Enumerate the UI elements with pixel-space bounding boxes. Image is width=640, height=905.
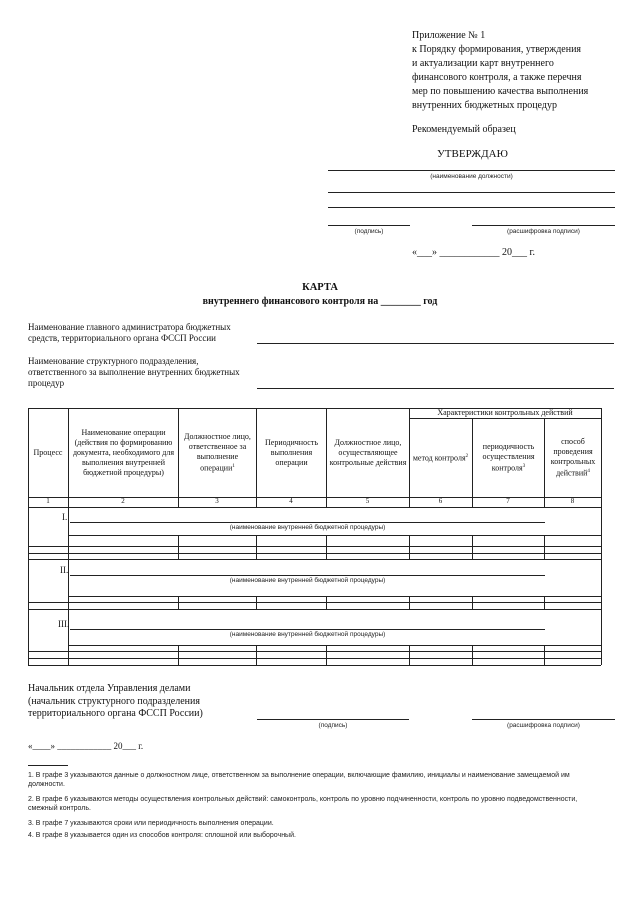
signoff-signature-line [257,719,409,720]
position-line-2 [328,192,615,193]
approve-date: «___» ____________ 20___ г. [412,247,535,258]
signoff-block [28,683,203,721]
footnote-text: должности. [28,781,65,788]
col-header-control-periodicity-text: периодичность осуществления контроля [482,441,535,473]
col-header-process: Процесс [33,447,63,457]
col-header-control-method [546,418,600,497]
decode-caption: (расшифровка подписи) [507,228,580,235]
decode-line [472,225,615,226]
col-header-operation: Наименование операции (действия по формированию документа, необходимого для выполнения внутренней бюджетной процедуры) [72,427,175,477]
footnote-ref: 1 [232,463,235,469]
unit-label-line: ответственного за выполнение внутренних бюджетных [28,367,240,377]
position-line [328,170,615,171]
footnote-ref: 4 [587,468,590,474]
footnote-2 [28,795,613,813]
col-number: 2 [121,497,125,505]
col-number: 5 [365,497,370,505]
section-caption: (наименование внутренней бюджетной процедуры) [229,577,386,584]
footnote-1 [28,771,613,789]
col-number: 4 [289,497,293,505]
position-line-3 [328,207,615,208]
col-number: 7 [506,497,510,505]
section-caption: (наименование внутренней бюджетной процедуры) [229,631,386,638]
col-number: 3 [215,497,219,505]
admin-label-line: средств, территориального органа ФССП России [28,333,216,343]
card-subtitle: внутреннего финансового контроля на ________ год [202,296,438,307]
signoff-signature-caption: (подпись) [318,722,348,729]
section-roman: III. [58,619,70,629]
col-header-control-periodicity [474,418,543,497]
admin-label-line: Наименование главного администратора бюджетных [28,322,231,332]
col-header-method-text: метод контроля [412,453,466,463]
col-number: 8 [570,497,575,505]
appendix-line: и актуализации карт внутреннего [412,58,554,69]
footnote-4: 4. В графе 8 указывается один из способов контроля: сплошной или выборочный. [28,832,296,839]
col-number: 6 [438,497,443,505]
admin-label [28,322,231,344]
unit-label-line: процедур [28,378,65,388]
appendix-line: внутренних бюджетных процедур [412,100,557,111]
unit-label [28,356,240,389]
unit-label-line: Наименование структурного подразделения, [28,356,199,366]
footnote-3: 3. В графе 7 указываются сроки или периодичность выполнения операции. [28,820,274,827]
col-group-characteristics: Характеристики контрольных действий [437,408,573,417]
control-table [28,408,601,665]
signoff-decode-line [472,719,615,720]
col-header-responsible-text: Должностное лицо, ответственное за выполнение операции [184,431,251,473]
footnote-ref: 2 [465,453,469,459]
col-header-method [410,418,471,497]
footnote-ref: 3 [522,463,526,469]
appendix-title: Приложение № 1 [412,30,486,41]
section-roman: I. [62,512,68,522]
card-title: КАРТА [302,282,338,293]
signoff-date: «____» ____________ 20___ г. [28,741,144,751]
footnote-text: 1. В графе 3 указываются данные о должностном лице, ответственном за выполнение операции, включающие фамилию, инициалы и наименование замещаемой им [28,772,570,779]
signature-caption: (подпись) [354,228,384,235]
admin-input-line [257,343,614,344]
signoff-line: (начальник структурного подразделения [28,695,200,707]
section-roman: II. [60,565,69,575]
col-header-control-method-text: способ проведения контрольных действий [550,436,596,478]
sample-note: Рекомендуемый образец [412,124,516,135]
appendix-line: мер по повышению качества выполнения [412,86,589,97]
footnote-text: 2. В графе 6 указываются методы осуществления контрольных действий: самоконтроль, контроль по уровню подчиненности, контроль по уровню подведомственности, [28,796,578,803]
signoff-line: территориального органа ФССП России) [28,708,203,719]
approve-title: УТВЕРЖДАЮ [437,148,508,160]
signoff-decode-caption: (расшифровка подписи) [507,722,580,729]
unit-input-line [257,388,614,389]
footnote-text: смежный контроль. [28,805,91,812]
footnote-separator [28,765,68,766]
col-number: 1 [46,497,50,505]
col-header-responsible [180,408,255,497]
appendix-line: к Порядку формирования, утверждения [412,44,582,55]
signature-line [328,225,410,226]
section-caption: (наименование внутренней бюджетной процедуры) [229,524,386,531]
appendix-line: финансового контроля, а также перечня [412,72,582,83]
position-caption: (наименование должности) [430,173,513,180]
signoff-line: Начальник отдела Управления делами [28,683,191,694]
col-header-periodicity: Периодичность выполнения операции [265,437,318,467]
col-header-controller: Должностное лицо, осуществляющее контрольные действия [329,437,407,467]
